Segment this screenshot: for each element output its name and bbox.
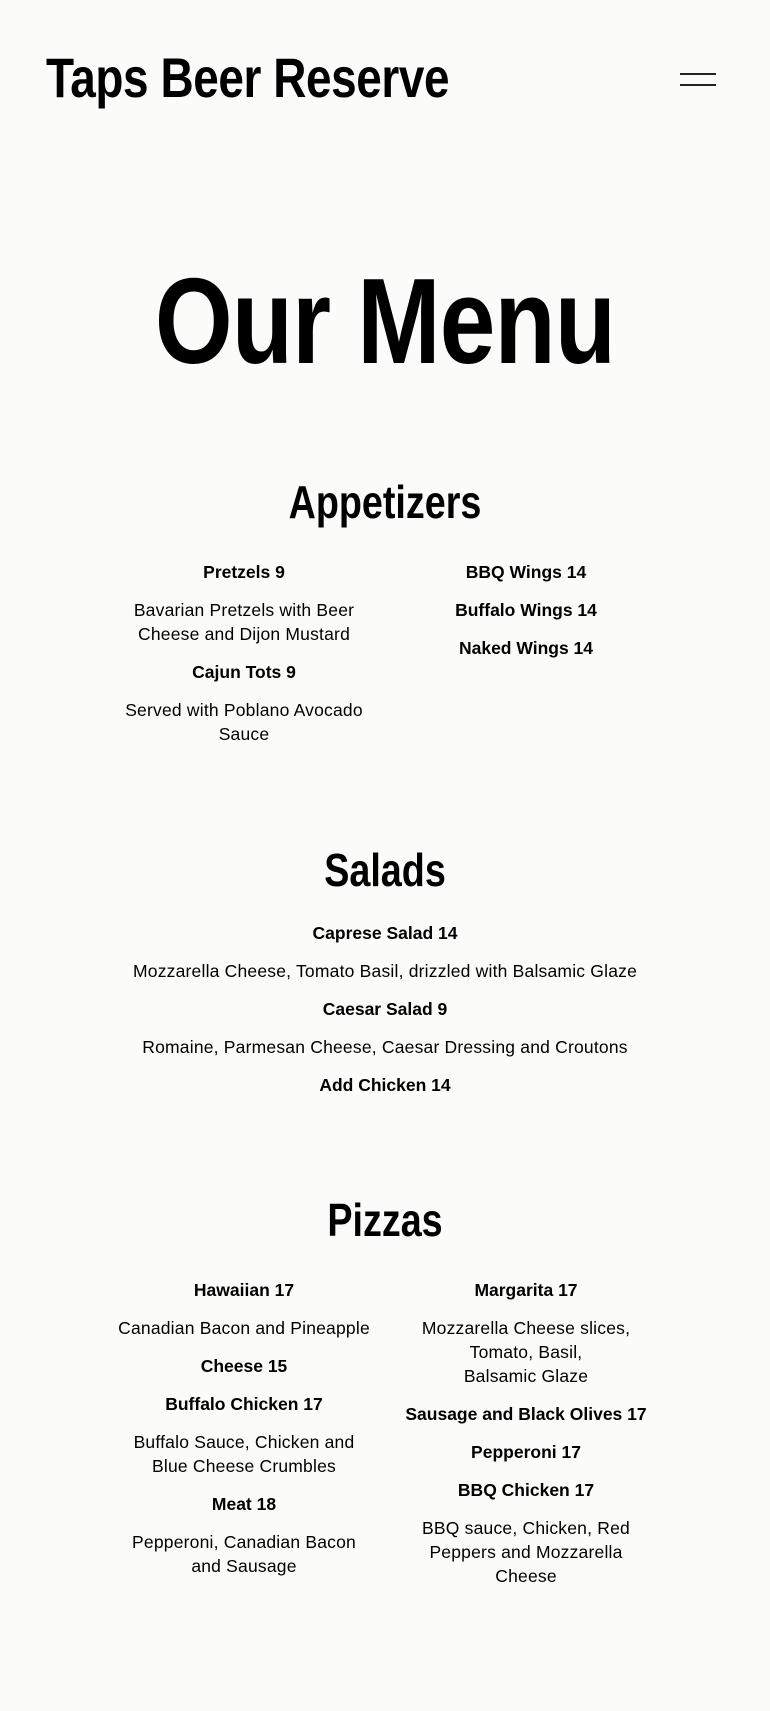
menu-line-bottom — [680, 84, 716, 86]
menu-item-description: Mozzarella Cheese, Tomato Basil, drizzled with Balsamic Glaze — [132, 961, 638, 981]
menu-line-top — [680, 73, 716, 75]
menu-item-name: Hawaiian 17 — [193, 1280, 295, 1300]
menu-item-description: BBQ sauce, Chicken, Red Peppers and Mozzarella Cheese — [422, 1518, 630, 1586]
menu-item-description: Buffalo Sauce, Chicken and Blue Cheese Crumbles — [133, 1432, 355, 1476]
pizzas-right-column — [396, 1278, 656, 1602]
menu-item-name: Cheese 15 — [200, 1356, 288, 1376]
brand-title[interactable]: Taps Beer Reserve — [46, 46, 450, 109]
page-title: Our Menu — [154, 253, 616, 389]
menu-item-name: Buffalo Wings 14 — [455, 600, 597, 620]
menu-item-name: Buffalo Chicken 17 — [165, 1394, 323, 1414]
menu-item-name: Margarita 17 — [474, 1280, 578, 1300]
menu-item-name: Add Chicken 14 — [319, 1075, 451, 1095]
menu-item-description: Canadian Bacon and Pineapple — [118, 1318, 370, 1338]
menu-item-name: Caprese Salad 14 — [312, 923, 458, 943]
hamburger-menu-icon[interactable] — [680, 68, 718, 92]
menu-item-name: Pretzels 9 — [203, 562, 285, 582]
menu-item-name: BBQ Chicken 17 — [457, 1480, 595, 1500]
menu-item-name: Pepperoni 17 — [471, 1442, 581, 1462]
pizzas-left-column — [114, 1278, 374, 1592]
section-title-pizzas: Pizzas — [327, 1194, 443, 1246]
appetizers-right-column — [396, 560, 656, 674]
site-header — [0, 0, 770, 160]
menu-item-name: BBQ Wings 14 — [465, 562, 587, 582]
appetizers-left-column — [114, 560, 374, 760]
menu-item-name: Meat 18 — [211, 1494, 277, 1514]
menu-item-name: Caesar Salad 9 — [322, 999, 448, 1019]
menu-item-description: Mozzarella Cheese slices, Tomato, Basil, Balsamic Glaze — [421, 1318, 631, 1386]
salads-column — [105, 921, 665, 1111]
menu-item-name: Sausage and Black Olives 17 — [405, 1404, 647, 1424]
menu-item-name: Naked Wings 14 — [458, 638, 594, 658]
menu-item-name: Cajun Tots 9 — [192, 662, 296, 682]
menu-item-description: Bavarian Pretzels with Beer Cheese and Dijon Mustard — [133, 600, 355, 644]
menu-item-description: Romaine, Parmesan Cheese, Caesar Dressing and Croutons — [142, 1037, 628, 1057]
section-title-appetizers: Appetizers — [288, 476, 482, 528]
menu-item-description: Served with Poblano Avocado Sauce — [125, 700, 363, 744]
menu-item-description: Pepperoni, Canadian Bacon and Sausage — [132, 1532, 356, 1576]
section-title-salads: Salads — [324, 844, 446, 896]
